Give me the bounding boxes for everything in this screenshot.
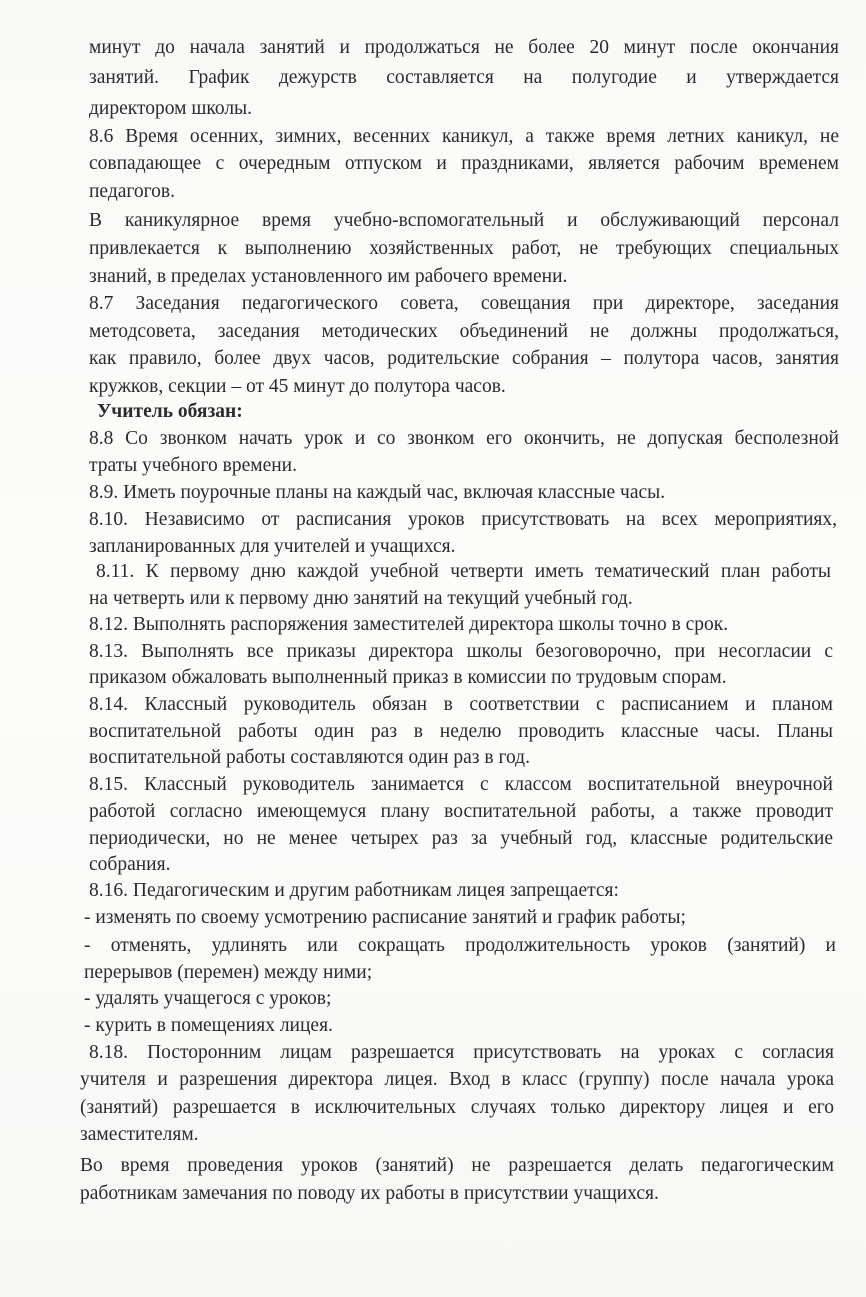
text-line: перерывов (перемен) между ними;	[84, 962, 373, 983]
text-line: 8.14. Классный руководитель обязан в соответствии с расписанием и планом	[89, 694, 833, 715]
text-line: воспитательной работы составляются один раз в год.	[89, 747, 530, 768]
text-line: траты учебного времени.	[89, 455, 297, 476]
text-line: занятий. График дежурств составляется на полугодие и утверждается	[89, 67, 839, 88]
text-line: совпадающее с очередным отпуском и праздниками, является рабочим временем	[89, 153, 839, 174]
text-line: на четверть или к первому дню занятий на текущий учебный год.	[89, 588, 633, 609]
text-line: минут до начала занятий и продолжаться не более 20 минут после окончания	[89, 37, 839, 58]
text-line: (занятий) разрешается в исключительных случаях только директору лицея и его	[80, 1097, 834, 1118]
text-line: 8.9. Иметь поурочные планы на каждый час, включая классные часы.	[89, 482, 666, 503]
list-item: - отменять, удлинять или сокращать продолжительность уроков (занятий) и	[84, 935, 836, 956]
text-line: работникам замечания по поводу их работы в присутствии учащихся.	[80, 1183, 659, 1204]
list-item: - курить в помещениях лицея.	[84, 1015, 333, 1036]
text-line: 8.8 Со звонком начать урок и со звонком его окончить, не допуская бесполезной	[89, 428, 839, 449]
text-line: В каникулярное время учебно-вспомогательный и обслуживающий персонал	[89, 210, 839, 231]
text-line: педагогов.	[89, 181, 176, 202]
list-item: - изменять по своему усмотрению расписание занятий и график работы;	[84, 907, 686, 928]
text-line: воспитательной работы один раз в неделю проводить классные часы. Планы	[89, 721, 833, 742]
text-line: 8.11. К первому дню каждой учебной четверти иметь тематический план работы	[96, 561, 831, 582]
text-line: запланированных для учителей и учащихся.	[89, 536, 456, 557]
text-line: 8.18. Посторонним лицам разрешается присутствовать на уроках с согласия	[89, 1042, 834, 1063]
text-line: приказом обжаловать выполненный приказ в комиссии по трудовым спорам.	[89, 667, 727, 688]
text-line: кружков, секции – от 45 минут до полутора часов.	[89, 376, 506, 397]
text-line: методсовета, заседания методических объединений не должны продолжаться,	[89, 321, 839, 342]
text-line: 8.13. Выполнять все приказы директора школы безоговорочно, при несогласии с	[89, 641, 833, 662]
text-line: директором школы.	[89, 98, 253, 119]
text-line: учителя и разрешения директора лицея. Вход в класс (группу) после начала урока	[80, 1069, 834, 1090]
text-line: 8.10. Независимо от расписания уроков присутствовать на всех мероприятиях,	[89, 509, 837, 530]
text-line: работой согласно имеющемуся плану воспитательной работы, а также проводит	[89, 801, 833, 822]
text-line: 8.15. Классный руководитель занимается с классом воспитательной внеурочной	[89, 774, 833, 795]
text-line: как правило, более двух часов, родительские собрания – полутора часов, занятия	[89, 348, 839, 369]
list-item: - удалять учащегося с уроков;	[84, 988, 332, 1009]
text-line: заместителям.	[80, 1124, 199, 1145]
text-line: 8.7 Заседания педагогического совета, совещания при директоре, заседания	[89, 293, 839, 314]
text-line: 8.16. Педагогическим и другим работникам лицея запрещается:	[89, 880, 619, 901]
text-line: привлекается к выполнению хозяйственных работ, не требующих специальных	[89, 238, 839, 259]
text-line: 8.12. Выполнять распоряжения заместителей директора школы точно в срок.	[89, 614, 729, 635]
text-line: собрания.	[89, 854, 171, 875]
text-line: Во время проведения уроков (занятий) не разрешается делать педагогическим	[80, 1155, 834, 1176]
text-line: знаний, в пределах установленного им рабочего времени.	[89, 266, 568, 287]
text-line: периодически, но не менее четырех раз за учебный год, классные родительские	[89, 828, 833, 849]
text-line: 8.6 Время осенних, зимних, весенних каникул, а также время летних каникул, не	[89, 126, 839, 147]
section-heading: Учитель обязан:	[97, 401, 243, 422]
